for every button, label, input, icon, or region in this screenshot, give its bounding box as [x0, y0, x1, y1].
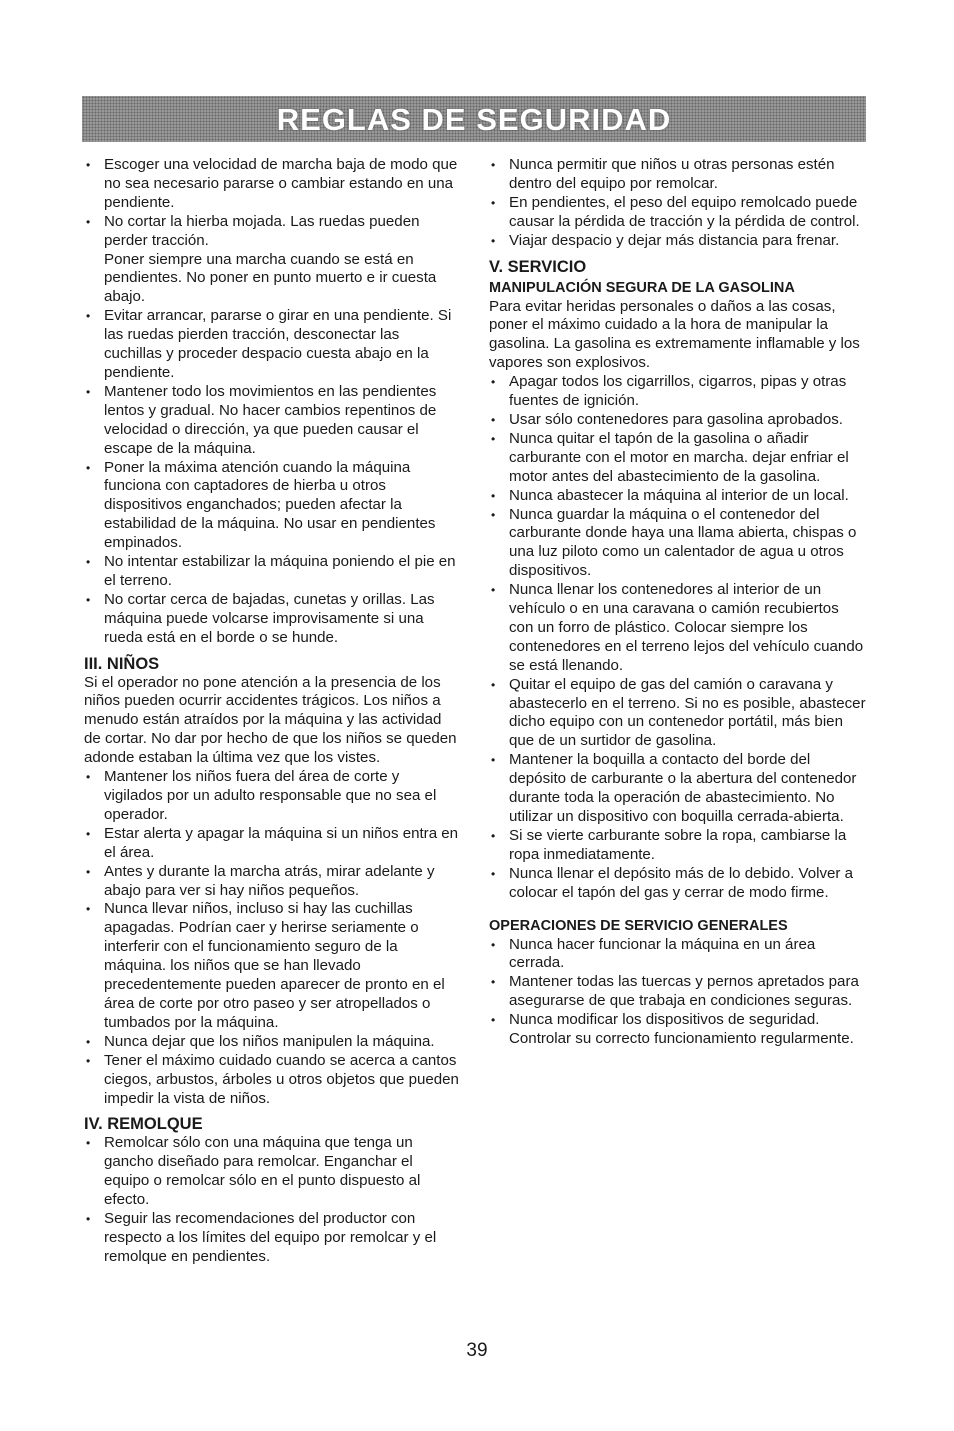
list-item: • Remolcar sólo con una máquina que tenga un gancho diseñado para remolcar. Enganchar el equipo o remolcar sólo en el punto dispuesto al efecto.: [84, 1134, 460, 1210]
list-item: • Usar sólo contenedores para gasolina aprobados.: [489, 411, 867, 430]
list-item: • Nunca quitar el tapón de la gasolina o añadir carburante con el motor en marcha. dejar enfriar el motor antes del abastecimiento de la gasolina.: [489, 430, 867, 487]
list-item: • Evitar arrancar, pararse o girar en una pendiente. Si las ruedas pierden tracción, desconectar las cuchillas y proceder despacio cuesta abajo en la pendiente.: [84, 307, 460, 383]
fuel-bullet-list: [489, 373, 867, 902]
section-heading-children: III. NIÑOS: [84, 654, 160, 673]
list-item: • Mantener la boquilla a contacto del borde del depósito de carburante o la abertura del contenedor durante toda la operación de abastecimiento. No utilizar un dispositivo con boquilla cerrada-abierta.: [489, 751, 867, 827]
children-bullet-list: [84, 768, 460, 1108]
list-item: • Poner la máxima atención cuando la máquina funciona con captadores de hierba u otros dispositivos enganchados; pueden afectar la estabilidad de la máquina. No usar en pendientes empinados.: [84, 459, 460, 554]
list-item: • Nunca guardar la máquina o el contenedor del carburante donde haya una llama abierta, chispas o una luz piloto como un calentador de agua u otros dispositivos.: [489, 506, 867, 582]
towing-bullet-list-continued: [489, 156, 867, 251]
slope-bullet-list: [84, 156, 460, 251]
continuation-paragraph: Poner siempre una marcha cuando se está en pendientes. No poner en punto muerto e ir cuesta abajo.: [104, 250, 437, 306]
list-item: • No cortar cerca de bajadas, cunetas y orillas. Las máquina puede volcarse improvisamente si una rueda está en el borde o se hunde.: [84, 591, 460, 648]
subheading-fuel-handling: MANIPULACIÓN SEGURA DE LA GASOLINA: [489, 279, 795, 296]
right-column: [489, 156, 867, 1049]
list-item: • Tener el máximo cuidado cuando se acerca a cantos ciegos, arbustos, árboles u otros objetos que pueden impedir la vista de niños.: [84, 1052, 460, 1109]
section-heading-service: V. SERVICIO: [489, 257, 587, 276]
list-item: • Si se vierte carburante sobre la ropa, cambiarse la ropa inmediatamente.: [489, 827, 867, 865]
list-item: • Nunca modificar los dispositivos de seguridad. Controlar su correcto funcionamiento regularmente.: [489, 1011, 867, 1049]
list-item: • Nunca llenar los contenedores al interior de un vehículo o en una caravana o camión recubiertos con un forro de plástico. Colocar siempre los contenedores en el terreno lejos del vehículo cuando se está llenando.: [489, 581, 867, 676]
list-item: • Nunca dejar que los niños manipulen la máquina.: [84, 1033, 460, 1052]
section-title-banner: [82, 96, 866, 142]
list-item: • Escoger una velocidad de marcha baja de modo que no sea necesario pararse o cambiar estando en una pendiente.: [84, 156, 460, 213]
list-item: • Nunca hacer funcionar la máquina en un área cerrada.: [489, 936, 867, 974]
list-item: • No cortar la hierba mojada. Las ruedas pueden perder tracción.: [84, 213, 460, 251]
fuel-handling-intro: Para evitar heridas personales o daños a las cosas, poner el máximo cuidado a la hora de manipular la gasolina. La gasolina es extremamente inflamable y los vapores son explosivos.: [489, 297, 860, 372]
list-item: • Seguir las recomendaciones del productor con respecto a los límites del equipo por remolcar y el remolque en pendientes.: [84, 1210, 460, 1267]
list-item: • Mantener todo los movimientos en las pendientes lentos y gradual. No hacer cambios repentinos de velocidad o dirección, ya que pueden causar el escape de la máquina.: [84, 383, 460, 459]
list-item: • Nunca llevar niños, incluso si hay las cuchillas apagadas. Podrían caer y herirse seriamente o interferir con el funcionamiento seguro de la máquina. los niños que se han llevado precedentemente pueden aparecer de pronto en el área de corte por otro paseo y ser atropellados o tumbados por la máquina.: [84, 900, 460, 1032]
towing-bullet-list: [84, 1134, 460, 1266]
list-item: • Mantener todas las tuercas y pernos apretados para asegurarse de que trabaja en condiciones seguras.: [489, 973, 867, 1011]
general-service-bullet-list: [489, 936, 867, 1049]
section-heading-towing: IV. REMOLQUE: [84, 1115, 203, 1134]
list-item: • Nunca abastecer la máquina al interior de un local.: [489, 487, 867, 506]
list-item: • Nunca llenar el depósito más de lo debido. Volver a colocar el tapón del gas y cerrar de modo firme.: [489, 865, 867, 903]
list-item: • En pendientes, el peso del equipo remolcado puede causar la pérdida de tracción y la pérdida de control.: [489, 194, 867, 232]
list-item: • Mantener los niños fuera del área de corte y vigilados por un adulto responsable que no sea el operador.: [84, 768, 460, 825]
list-item: • Nunca permitir que niños u otras personas estén dentro del equipo por remolcar.: [489, 156, 867, 194]
list-item: • Antes y durante la marcha atrás, mirar adelante y abajo para ver si hay niños pequeños.: [84, 863, 460, 901]
subheading-general-service: OPERACIONES DE SERVICIO GENERALES: [489, 917, 788, 934]
list-item: • Viajar despacio y dejar más distancia para frenar.: [489, 232, 867, 251]
page-title: REGLAS DE SEGURIDAD: [276, 101, 672, 137]
slope-bullet-list-2: [84, 307, 460, 647]
left-column: [84, 156, 460, 1267]
section-intro-children: Si el operador no pone atención a la presencia de los niños pueden ocurrir accidentes trágicos. Los niños a menudo están atraídos por la máquina y las actividad de cortar. No dar por hecho de que los niños se queden adonde estaban la última vez que los vistes.: [84, 673, 457, 767]
list-item: • Estar alerta y apagar la máquina si un niños entra en el área.: [84, 825, 460, 863]
list-item: • Quitar el equipo de gas del camión o caravana y abastecerlo en el terreno. Si no es posible, abastecer dicho equipo con un contenedor portátil, más bien que de un surtidor de gasolina.: [489, 676, 867, 752]
list-item: • Apagar todos los cigarrillos, cigarros, pipas y otras fuentes de ignición.: [489, 373, 867, 411]
page-number: 39: [466, 1340, 488, 1361]
list-item: • No intentar estabilizar la máquina poniendo el pie en el terreno.: [84, 553, 460, 591]
